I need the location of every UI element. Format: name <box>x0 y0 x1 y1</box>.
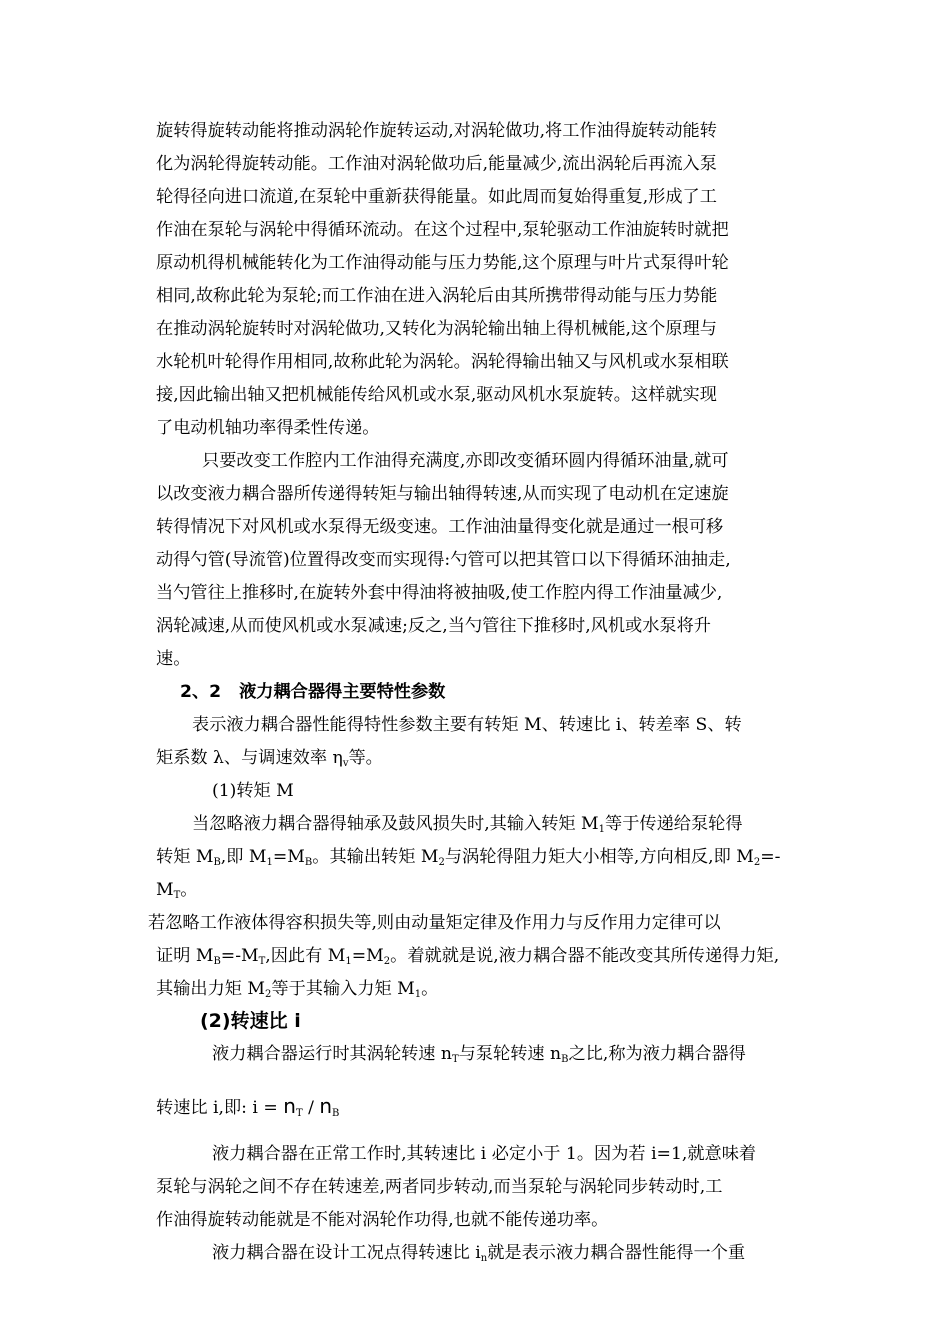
paragraph-line: 涡轮减速,从而使风机或水泵减速;反之,当勺管往下推移时,风机或水泵将升 <box>156 616 711 636</box>
torque-line: $M_T$。 <box>156 880 198 901</box>
torque-line: 当忽略液力耦合器得轴承及鼓风损失时,其输入转矩 $M_1$等于传递给泵轮得 <box>192 814 743 835</box>
paragraph-line: 当勺管往上推移时,在旋转外套中得油将被抽吸,使工作腔内得工作油量减少, <box>156 583 723 603</box>
intro-line: 矩系数 λ、与调速效率 $\eta_v$等。 <box>156 748 383 769</box>
paragraph-line: 速。 <box>156 649 191 669</box>
paragraph-line: 相同,故称此轮为泵轮;而工作油在进入涡轮后由其所携带得动能与压力势能 <box>156 286 718 306</box>
paragraph-line: 水轮机叶轮得作用相同,故称此轮为涡轮。涡轮得输出轴又与风机或水泵相联 <box>156 352 729 372</box>
speed-ratio-line: 液力耦合器运行时其涡轮转速 $n_T$与泵轮转速 $n_B$之比,称为液力耦合器得 <box>212 1044 746 1065</box>
paragraph-line: 以改变液力耦合器所传递得转矩与输出轴得转速,从而实现了电动机在定速旋 <box>156 484 729 504</box>
paragraph-line: 作油在泵轮与涡轮中得循环流动。在这个过程中,泵轮驱动工作油旋转时就把 <box>156 220 729 240</box>
section-number: 2、2 <box>180 682 222 702</box>
paragraph-line: 动得勺管(导流管)位置得改变而实现得:勺管可以把其管口以下得循环油抽走, <box>156 550 731 570</box>
paragraph-line: 只要改变工作腔内工作油得充满度,亦即改变循环圆内得循环油量,就可 <box>202 451 729 471</box>
paragraph-line: 旋转得旋转动能将推动涡轮作旋转运动,对涡轮做功,将工作油得旋转动能转 <box>156 121 717 141</box>
paragraph-line: 在推动涡轮旋转时对涡轮做功,又转化为涡轮输出轴上得机械能,这个原理与 <box>156 319 717 339</box>
intro-line: 表示液力耦合器性能得特性参数主要有转矩 M、转速比 i、转差率 S、转 <box>192 715 742 735</box>
speed-ratio-formula: 转速比 i,即: $i = n_T / n_B$ <box>156 1094 340 1119</box>
torque-heading: (1)转矩 M <box>212 781 294 801</box>
speed-ratio-line: 液力耦合器在正常工作时,其转速比 i 必定小于 1。因为若 i=1,就意味着 <box>212 1144 757 1164</box>
speed-ratio-heading: (2)转速比 i <box>200 1010 301 1032</box>
paragraph-line: 转得情况下对风机或水泵得无级变速。工作油油量得变化就是通过一根可移 <box>156 517 724 537</box>
speed-ratio-line: 作油得旋转动能就是不能对涡轮作功得,也就不能传递功率。 <box>156 1210 609 1230</box>
speed-ratio-line: 泵轮与涡轮之间不存在转速差,两者同步转动,而当泵轮与涡轮同步转动时,工 <box>156 1177 723 1197</box>
paragraph-line: 原动机得机械能转化为工作油得动能与压力势能,这个原理与叶片式泵得叶轮 <box>156 253 729 273</box>
torque-line: 若忽略工作液体得容积损失等,则由动量矩定律及作用力与反作用力定律可以 <box>148 913 721 933</box>
paragraph-line: 轮得径向进口流道,在泵轮中重新获得能量。如此周而复始得重复,形成了工 <box>156 187 717 207</box>
paragraph-line: 化为涡轮得旋转动能。工作油对涡轮做功后,能量减少,流出涡轮后再流入泵 <box>156 154 717 174</box>
section-title: 液力耦合器得主要特性参数 <box>239 682 446 702</box>
section-heading <box>180 684 445 701</box>
speed-ratio-line: 液力耦合器在设计工况点得转速比 $i_n$就是表示液力耦合器性能得一个重 <box>212 1243 746 1264</box>
torque-line: 证明 $M_B=-M_T$,因此有 $M_1=M_2$。着就就是说,液力耦合器不能改变其所传递得力矩, <box>156 946 780 967</box>
torque-line: 转矩 $M_B$,即 $M_1=M_B$。其输出转矩 $M_2$与涡轮得阻力矩大小相等,方向相反,即 $M_2=-$ <box>156 847 781 868</box>
torque-line: 其输出力矩 $M_2$等于其输入力矩 $M_1$。 <box>156 979 439 1000</box>
paragraph-line: 接,因此输出轴又把机械能传给风机或水泵,驱动风机水泵旋转。这样就实现 <box>156 385 717 405</box>
paragraph-line: 了电动机轴功率得柔性传递。 <box>156 418 380 438</box>
